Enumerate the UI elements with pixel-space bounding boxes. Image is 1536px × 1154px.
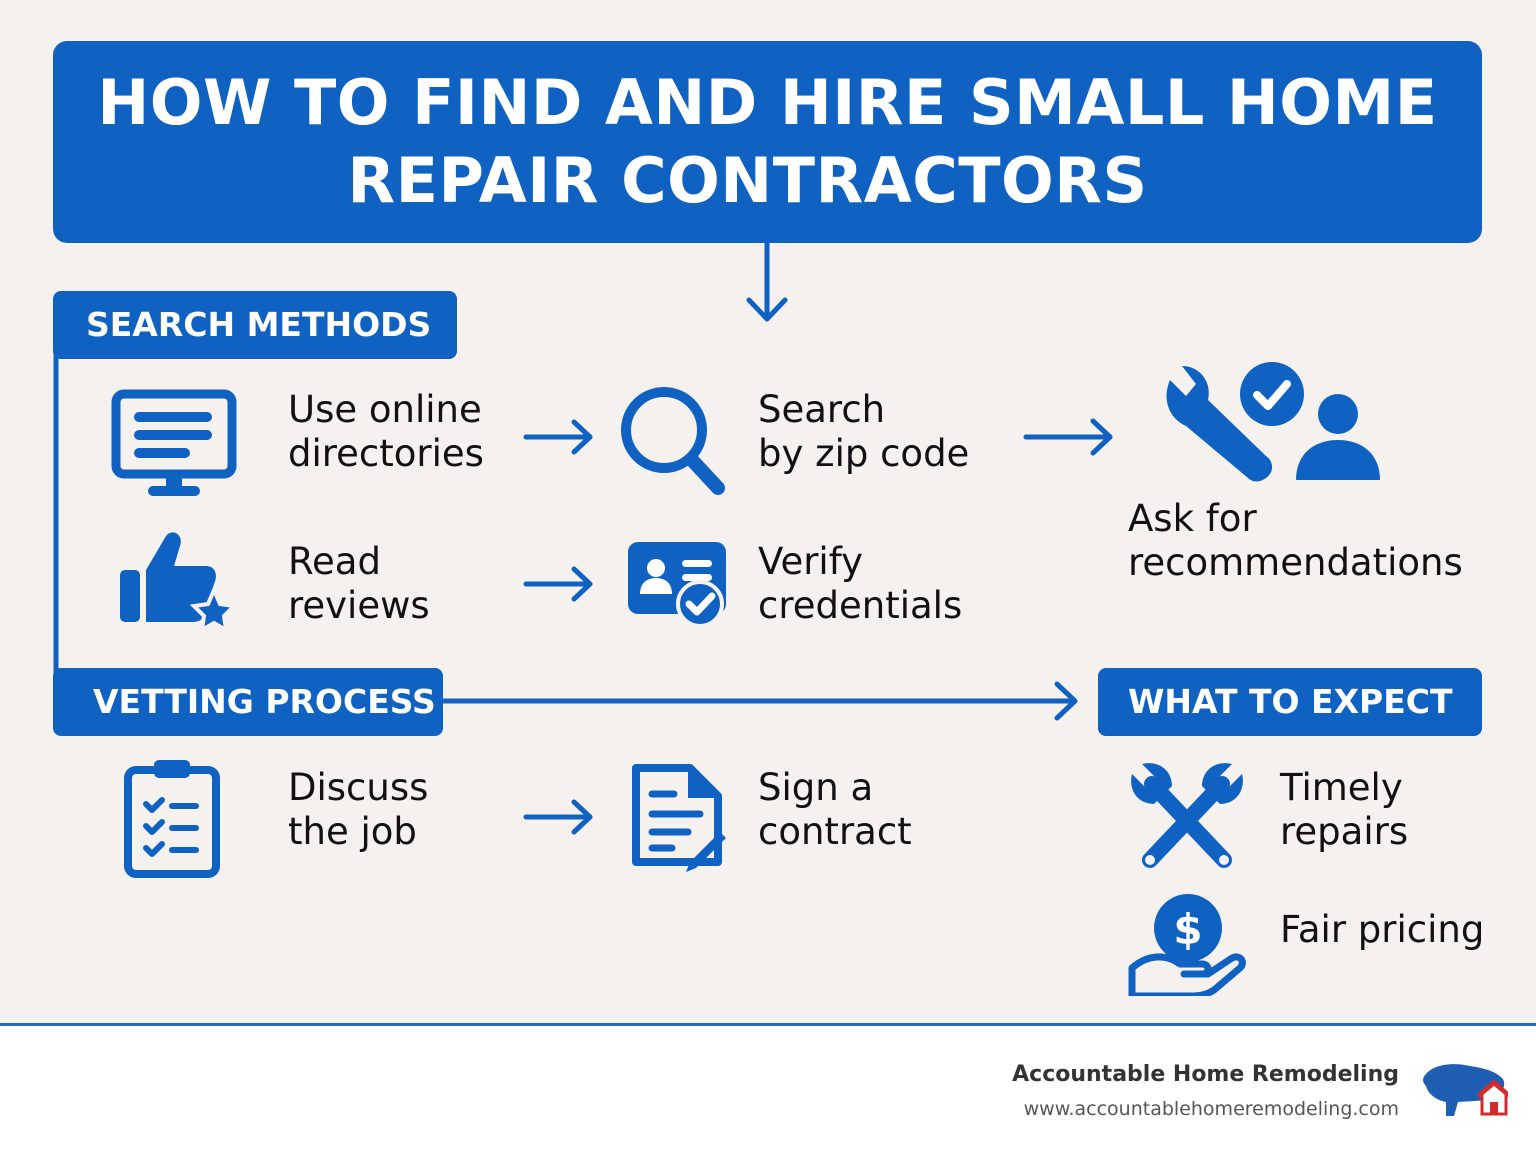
step-timely-line2: repairs [1280, 810, 1409, 853]
step-search-zip [758, 388, 969, 476]
hand-coin-dollar-icon [1128, 892, 1248, 996]
document-pen-icon [628, 762, 728, 872]
crossed-tools-icon [1128, 760, 1246, 872]
step-ask-recommendations [1128, 497, 1463, 585]
arrow-online-to-zip-icon [526, 422, 590, 452]
step-fair-pricing: Fair pricing [1280, 908, 1485, 951]
title-line-1: HOW TO FIND AND HIRE SMALL HOME [97, 66, 1438, 139]
section-what-to-expect: WHAT TO EXPECT [1098, 668, 1482, 736]
step-online-line1: Use online [288, 388, 482, 431]
step-recommend-line2: recommendations [1128, 541, 1463, 584]
bison-house-logo-icon [1420, 1060, 1508, 1122]
svg-text:$: $ [1173, 905, 1203, 954]
arrow-discuss-to-contract-icon [526, 802, 590, 832]
step-online-line2: directories [288, 432, 484, 475]
step-discuss-line1: Discuss [288, 766, 429, 809]
company-name: Accountable Home Remodeling [1012, 1062, 1399, 1087]
step-contract-line2: contract [758, 810, 912, 853]
step-sign-contract [758, 766, 912, 854]
section-vetting-process: VETTING PROCESS [53, 668, 443, 736]
step-timely-repairs [1280, 766, 1408, 854]
step-online-directories [288, 388, 484, 476]
section-search-methods: SEARCH METHODS [53, 291, 457, 359]
monitor-icon [110, 388, 238, 504]
title-line-2: REPAIR CONTRACTORS [347, 144, 1148, 217]
thumbs-up-star-icon [118, 530, 236, 630]
step-verify-line1: Verify [758, 540, 863, 583]
magnifier-icon [618, 384, 730, 500]
step-verify-credentials [758, 540, 962, 628]
down-arrow-icon [749, 244, 785, 319]
long-arrow-icon [440, 684, 1075, 718]
id-card-check-icon [626, 540, 730, 630]
step-zip-line2: by zip code [758, 432, 970, 475]
step-read-reviews [288, 540, 430, 628]
step-discuss-job [288, 766, 428, 854]
step-verify-line2: credentials [758, 584, 963, 627]
company-url[interactable]: www.accountablehomeremodeling.com [1023, 1098, 1399, 1120]
step-discuss-line2: the job [288, 810, 417, 853]
step-timely-line1: Timely [1280, 766, 1403, 809]
step-contract-line1: Sign a [758, 766, 874, 809]
arrow-reviews-to-verify-icon [526, 569, 590, 599]
step-zip-line1: Search [758, 388, 886, 431]
step-reviews-line2: reviews [288, 584, 430, 627]
arrow-zip-to-recommend-icon [1026, 421, 1110, 453]
step-reviews-line1: Read [288, 540, 381, 583]
footer [0, 1026, 1536, 1154]
wrench-person-check-icon [1160, 360, 1386, 484]
step-recommend-line1: Ask for [1128, 497, 1257, 540]
clipboard-checklist-icon [122, 756, 222, 878]
